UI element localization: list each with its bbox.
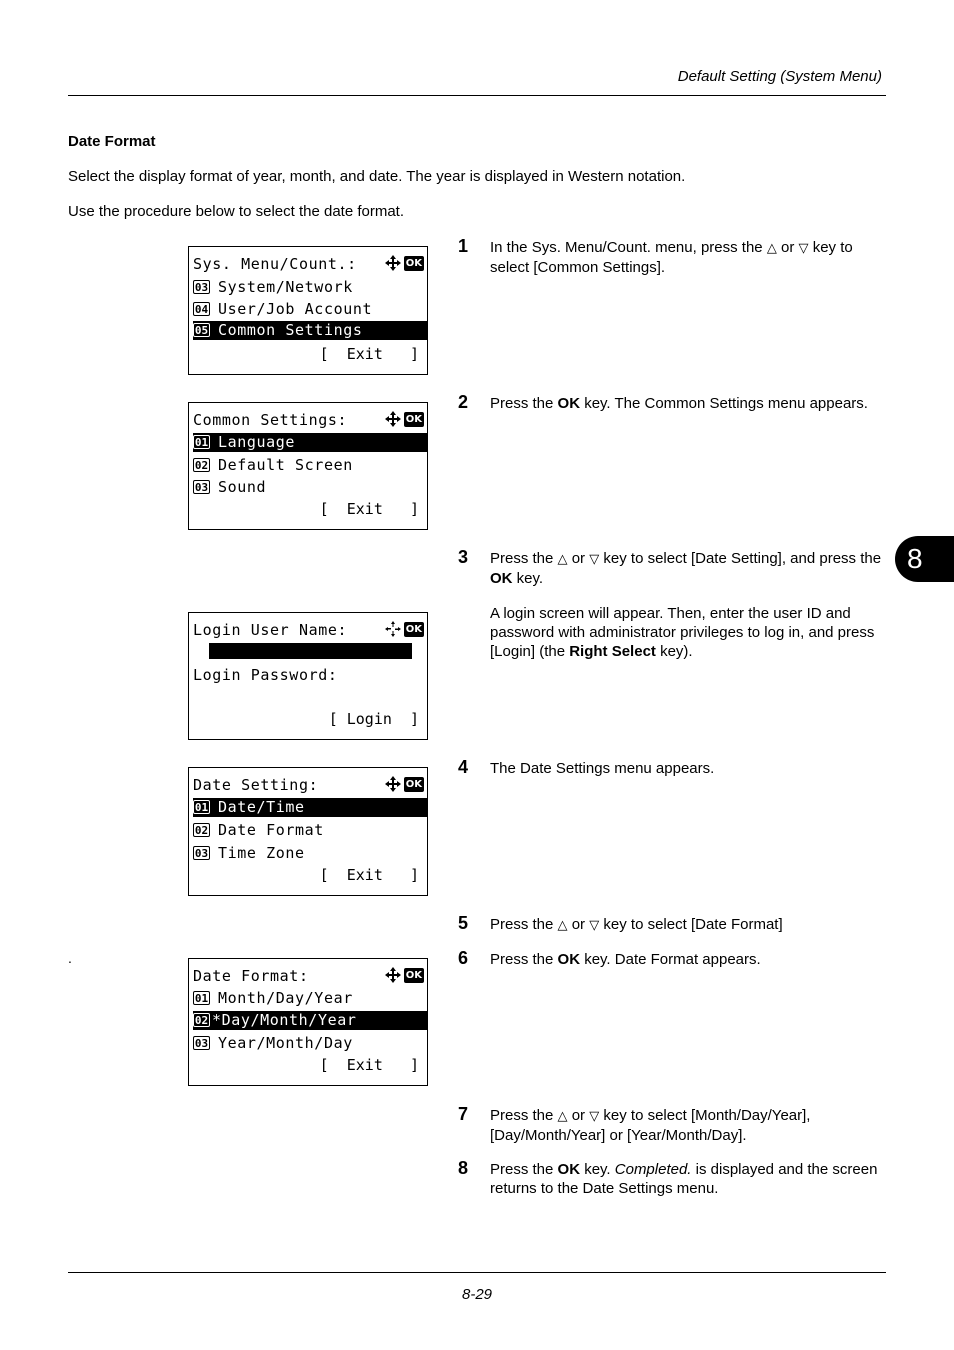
four-way-arrow-icon [385, 621, 401, 637]
item-number-badge: 03 [194, 1037, 209, 1050]
step-number: 1 [458, 236, 469, 256]
item-number-badge: 04 [194, 303, 209, 316]
menu-item-default-screen [193, 456, 427, 475]
step-text-part: key to select [Common Settings]. [490, 239, 853, 276]
menu-item-label: System/Network [218, 278, 353, 296]
menu-item-date-time-selected [193, 798, 427, 817]
step-text-part: key to select [Month/Day/Year], [Day/Month/Year] or [Year/Month/Day]. [490, 1107, 811, 1144]
ok-icon: OK [405, 778, 422, 790]
running-header: Default Setting (System Menu) [677, 68, 882, 85]
menu-item-common-settings-selected [193, 321, 427, 340]
ok-icon: OK [405, 257, 422, 269]
step-text-part: or [571, 550, 586, 567]
up-triangle-icon: △ [766, 241, 777, 256]
item-number-badge: 02 [194, 824, 209, 837]
step-text-part: key. [512, 570, 544, 587]
step-4-text: The Date Settings menu appears. [490, 760, 715, 777]
step-2-text [490, 394, 890, 413]
step-number: 6 [458, 948, 469, 968]
menu-item-year-month-day [193, 1034, 427, 1053]
step-text-part: Press the [490, 550, 554, 567]
step-text-part: A login screen will appear. Then, enter the user ID and password with administrator privileges to log in, and press [Login] (the [490, 605, 875, 660]
step-text-part: key. Date Format appears. [580, 951, 761, 968]
up-triangle-icon: △ [557, 918, 568, 933]
softkey-exit: [ Exit ] [319, 866, 419, 884]
item-number-badge: 03 [194, 481, 209, 494]
ok-icon: OK [405, 623, 422, 635]
lcd-title: Sys. Menu/Count.: [193, 255, 357, 273]
item-number-badge: 03 [194, 847, 209, 860]
step-text-part: or [571, 916, 586, 933]
down-triangle-icon: ▽ [589, 552, 600, 567]
item-number-badge: 02 [194, 1014, 209, 1027]
lcd-common-settings [188, 402, 428, 530]
password-label: Login Password: [193, 666, 338, 684]
footer-rule [68, 1272, 886, 1273]
down-triangle-icon: ▽ [589, 1109, 600, 1124]
menu-item-label: *Day/Month/Year [212, 1011, 357, 1029]
lcd-date-format [188, 958, 428, 1086]
key-name: OK [490, 570, 513, 587]
lcd-title: Date Format: [193, 967, 309, 985]
step-3-text [490, 549, 890, 588]
menu-item-sound [193, 478, 427, 497]
menu-item-label: Month/Day/Year [218, 989, 353, 1007]
item-number-badge: 05 [194, 324, 209, 337]
item-number-badge: 03 [194, 281, 209, 294]
menu-item-label: Sound [218, 478, 267, 496]
nav-icons [385, 967, 424, 983]
step-number: 2 [458, 392, 469, 412]
step-number: 3 [458, 547, 469, 567]
nav-icons [385, 255, 424, 271]
status-message: Completed. [614, 1161, 692, 1178]
step-text-part: key. The Common Settings menu appears. [580, 395, 868, 412]
step-text-part: key. [580, 1161, 615, 1178]
menu-item-system-network [193, 278, 427, 297]
softkey-exit: [ Exit ] [319, 500, 419, 518]
menu-item-label: Language [218, 433, 296, 451]
softkey-exit: [ Exit ] [319, 1056, 419, 1074]
nav-icons [385, 411, 424, 427]
lcd-date-setting [188, 767, 428, 896]
lcd-title: Date Setting: [193, 776, 319, 794]
four-way-arrow-icon [385, 967, 401, 983]
key-name: OK [557, 395, 581, 412]
lcd-title: Common Settings: [193, 411, 348, 429]
step-text-part: or [781, 239, 795, 256]
step-7-text [490, 1106, 890, 1145]
four-way-arrow-icon [385, 255, 401, 271]
chapter-tab: 8 [895, 536, 954, 582]
down-triangle-icon: ▽ [798, 241, 809, 256]
key-name: Right Select [569, 643, 656, 660]
menu-item-label: Common Settings [218, 321, 363, 339]
step-number: 4 [458, 757, 469, 777]
step-text-part: In the Sys. Menu/Count. menu, press the [490, 239, 763, 256]
intro-paragraph: Select the display format of year, month, and date. The year is displayed in Western notation. [68, 168, 686, 185]
down-triangle-icon: ▽ [589, 918, 600, 933]
softkey-exit: [ Exit ] [319, 345, 419, 363]
up-triangle-icon: △ [557, 1109, 568, 1124]
stray-mark: . [68, 950, 72, 966]
step-number: 5 [458, 913, 469, 933]
step-text-part: Press the [490, 1107, 554, 1124]
page-number: 8-29 [461, 1286, 493, 1303]
step-number: 8 [458, 1158, 469, 1178]
menu-item-user-job-account [193, 300, 427, 319]
key-name: OK [557, 1161, 581, 1178]
menu-item-month-day-year [193, 989, 427, 1008]
menu-item-label: Date/Time [218, 798, 305, 816]
menu-item-language-selected [193, 433, 427, 452]
ok-icon: OK [405, 969, 422, 981]
menu-item-label: Time Zone [218, 844, 305, 862]
step-number: 7 [458, 1104, 469, 1124]
procedure-intro: Use the procedure below to select the date format. [68, 203, 405, 220]
step-text-part: is displayed and the screen returns to the Date Settings menu. [490, 1161, 878, 1197]
four-way-arrow-icon [385, 411, 401, 427]
step-5-text [490, 915, 890, 935]
user-name-field [209, 643, 412, 659]
step-text-part: Press the [490, 916, 554, 933]
lcd-title: Login User Name: [193, 621, 348, 639]
step-8-text [490, 1160, 890, 1198]
step-3-note [490, 604, 882, 661]
step-text-part: Press the [490, 951, 558, 968]
menu-item-label: User/Job Account [218, 300, 373, 318]
menu-item-label: Date Format [218, 821, 324, 839]
key-name: OK [557, 951, 581, 968]
item-number-badge: 01 [194, 801, 209, 814]
step-text-part: Press the [490, 395, 558, 412]
step-6-text [490, 950, 890, 969]
nav-icons [385, 621, 424, 637]
step-text-part: key to select [Date Format] [603, 916, 783, 933]
item-number-badge: 01 [194, 992, 209, 1005]
lcd-login [188, 612, 428, 740]
lcd-sys-menu [188, 246, 428, 375]
nav-icons [385, 776, 424, 792]
step-text-part: key). [655, 643, 693, 660]
menu-item-label: Year/Month/Day [218, 1034, 353, 1052]
menu-item-label: Default Screen [218, 456, 353, 474]
up-triangle-icon: △ [557, 552, 568, 567]
step-1-text [490, 238, 890, 277]
section-title: Date Format [68, 133, 156, 150]
menu-item-date-format [193, 821, 427, 840]
menu-item-time-zone [193, 844, 427, 863]
ok-icon: OK [405, 413, 422, 425]
header-rule [68, 95, 886, 96]
four-way-arrow-icon [385, 776, 401, 792]
menu-item-day-month-year-selected [193, 1011, 427, 1030]
softkey-login: [ Login ] [328, 710, 419, 728]
item-number-badge: 02 [194, 459, 209, 472]
step-text-part: or [571, 1107, 586, 1124]
item-number-badge: 01 [194, 436, 209, 449]
step-text-part: Press the [490, 1161, 558, 1178]
step-text-part: key to select [Date Setting], and press the [603, 550, 882, 567]
